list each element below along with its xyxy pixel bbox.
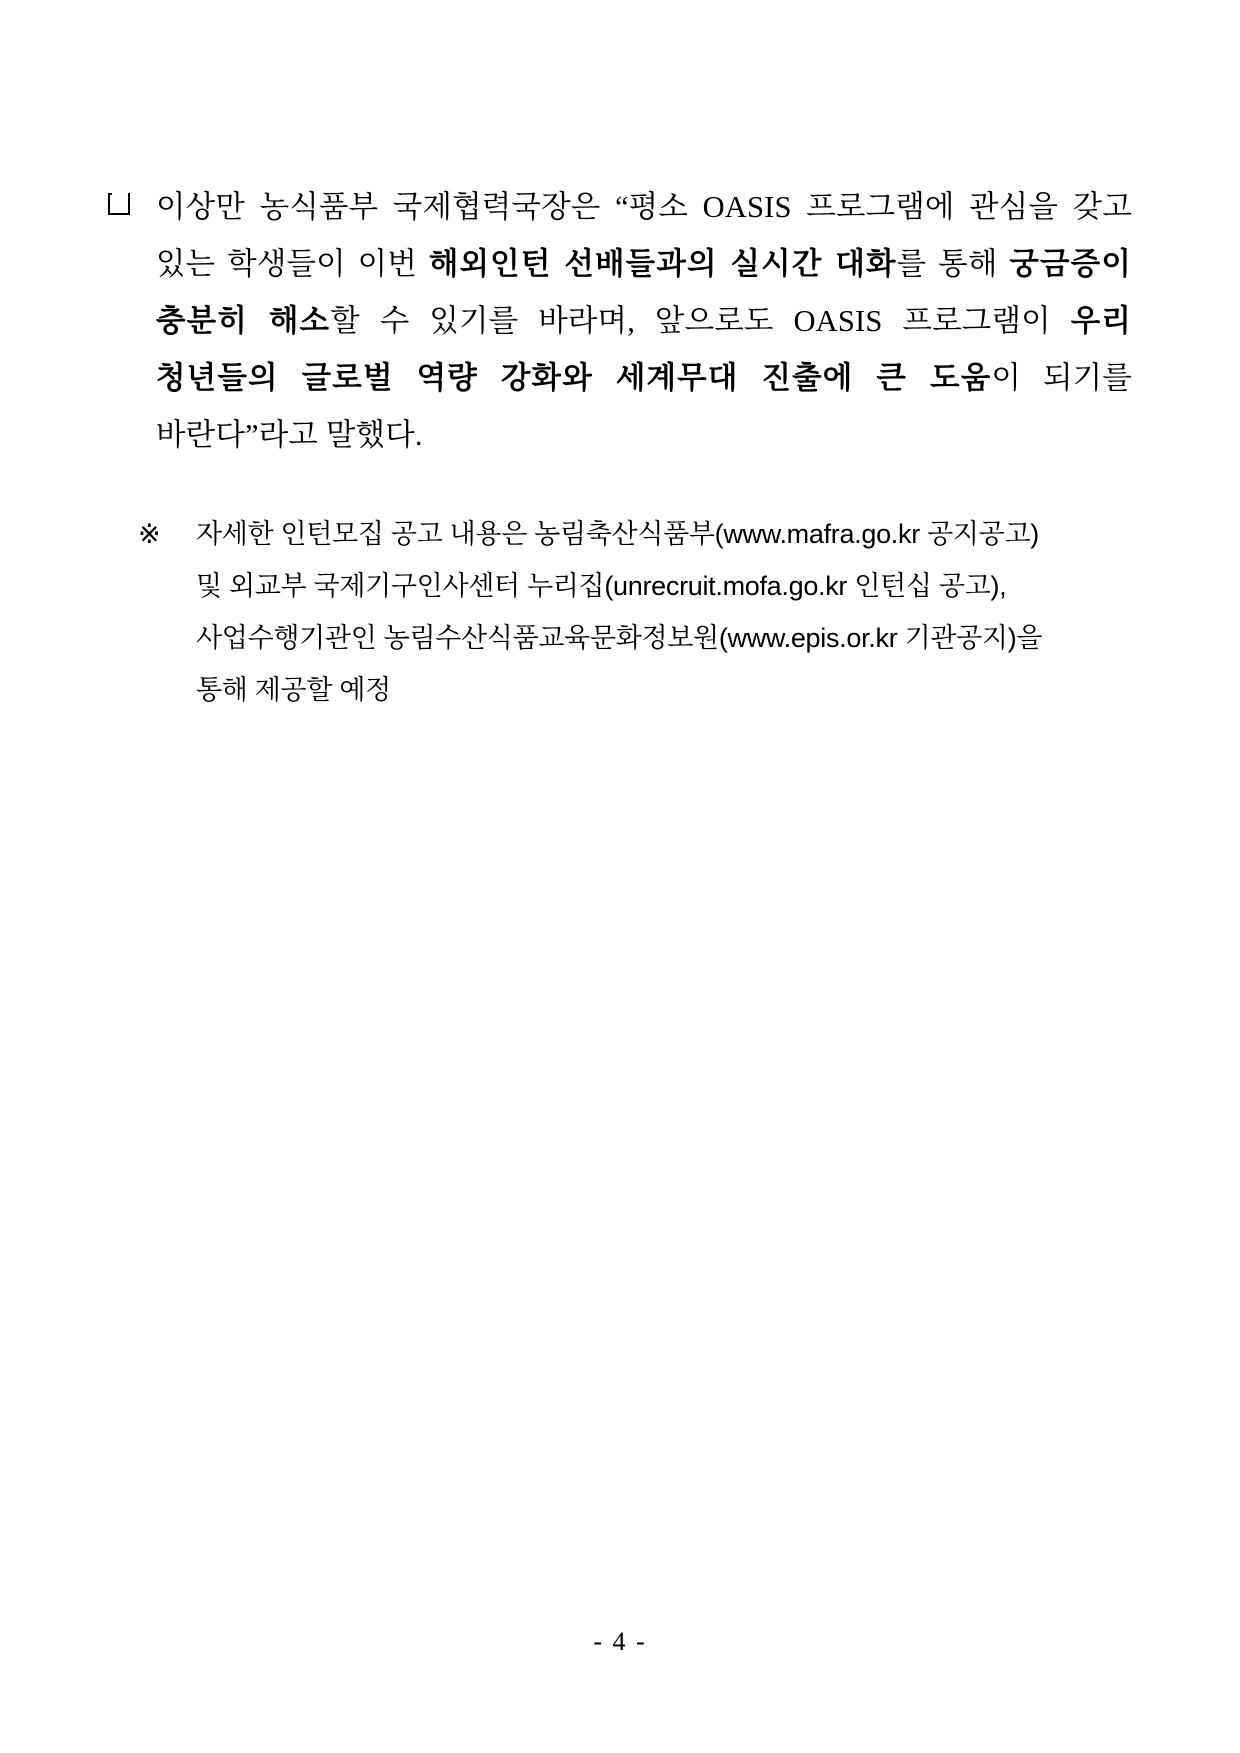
reference-mark-icon: ※ [138,518,161,549]
quote-segment-bold: 궁금증이 충분히 해소 [156,246,1133,338]
page-number: - 4 - [593,1627,647,1656]
quote-segment: 할 수 있기를 바라며, 앞으로도 OASIS 프로그램이 [330,303,1071,338]
quote-segment: 이상만 농식품부 국제협력국장은 “평소 OASIS 프로그램에 관심을 갖고 있는 학생들이 이번 [156,189,1132,281]
document-body [108,148,1132,716]
quote-paragraph [108,179,1132,464]
quote-paragraph-text [156,179,1132,464]
note-line: 사업수행기관인 농림수산식품교육문화정보원(www.epis.or.kr 기관공지)을 [196,622,1043,653]
note-line: 통해 제공할 예정 [196,674,391,705]
quote-segment: 를 통해 [896,246,1010,281]
quote-segment: 이 되기를 바란다”라고 말했다. [156,360,1132,452]
square-bullet-icon [108,193,130,215]
note-line: 및 외교부 국제기구인사센터 누리집(unrecruit.mofa.go.kr 인턴십 공고), [196,570,1007,601]
quote-segment-bold: 우리 청년들의 글로벌 역량 강화와 세계무대 진출에 큰 도움 [156,303,1133,395]
note-line: 자세한 인턴모집 공고 내용은 농림축산식품부(www.mafra.go.kr 공지공고) [196,518,1039,549]
note-paragraph [108,508,1132,716]
quote-segment-bold: 해외인턴 선배들과의 실시간 대화 [428,246,897,281]
